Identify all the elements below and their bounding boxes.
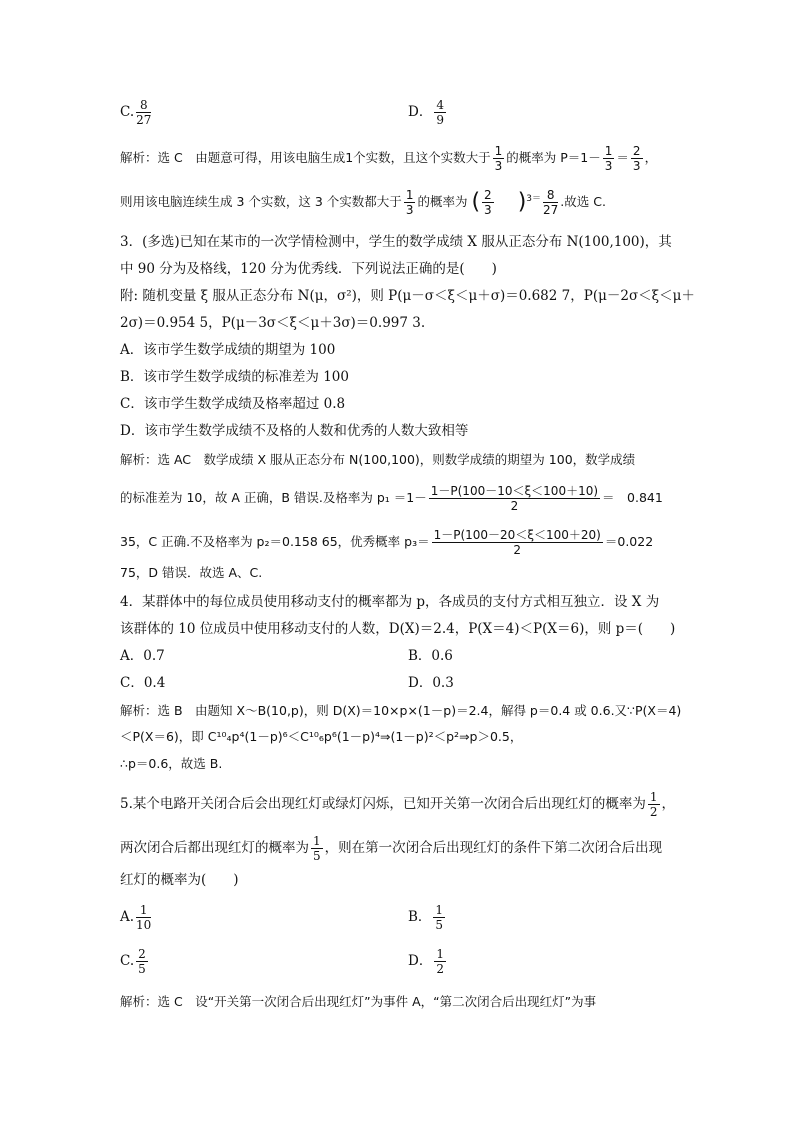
left-paren: ( (471, 189, 481, 215)
prev-solution-line-1: 解析：选 C 由题意可得，用该电脑生成1个实数，且这个实数大于 $\frac{1}{3}$ 的概率为 P＝1－ $\frac{1}{3}$ ＝ $\frac{2}{3}$ ， (120, 144, 658, 173)
prev-option-d: D． $\frac{4}{9}$ (408, 98, 444, 127)
fraction: $\frac{1}{10}$ (136, 903, 152, 932)
prev-option-c: C. $\frac{8}{27}$ (120, 98, 152, 127)
fraction: $\frac{1}{5}$ (435, 903, 444, 932)
q4-solution-line-1: 解析：选 B 由题知 X～B(10,p)，则 D(X)＝10×p×(1－p)＝2.4，解得 p＝0.4 或 0.6.又∵P(X＝4) (120, 703, 682, 718)
q4-option-a: A．0.7 (120, 648, 165, 664)
fraction: $\frac{2}{3}$ (632, 144, 641, 173)
q4-stem-line-1: 4．某群体中的每位成员使用移动支付的概率都为 p，各成员的支付方式相互独立．设 X 为 (120, 594, 660, 610)
q4-option-b: B．0.6 (408, 648, 453, 664)
fraction: $\frac{8}{27}$ (543, 188, 559, 217)
q5-option-b: B． $\frac{1}{5}$ (408, 903, 444, 932)
q5-solution-line-1: 解析：选 C 设“开关第一次闭合后出现红灯”为事件 A，“第二次闭合后出现红灯”为事 (120, 994, 597, 1009)
q3-stem-line-1: 3．(多选)已知在某市的一次学情检测中，学生的数学成绩 X 服从正态分布 N(100,100)，其 (120, 234, 672, 250)
q4-stem-line-2: 该群体的 10 位成员中使用移动支付的人数，D(X)＝2.4，P(X＝4)＜P(X＝6)，则 p＝( ) (120, 621, 676, 637)
q3-solution-line-3: 35，C 正确.不及格率为 p₂＝0.158 65，优秀概率 p₃＝ $\frac{1-P(100-20<\xi<100+20)}{2}$ ＝0.022 (120, 528, 654, 557)
fraction: $\frac{4}{9}$ (436, 98, 444, 127)
fraction: $\frac{1-P(100-20<\xi<100+20)}{2}$ (433, 528, 601, 557)
q3-option-a: A．该市学生数学成绩的期望为 100 (120, 342, 336, 358)
q3-solution-line-2: 的标准差为 10，故 A 正确，B 错误.及格率为 p₁ ＝1－ $\frac{1-P(100-10<\xi<100+10)}{2}$ ＝ 0.841 (120, 484, 663, 513)
q3-option-b: B．该市学生数学成绩的标准差为 100 (120, 369, 349, 385)
q3-appendix-line-2: 2σ)＝0.954 5，P(μ－3σ＜ξ＜μ＋3σ)＝0.997 3. (120, 315, 426, 331)
fraction: $\frac{1}{2}$ (649, 790, 658, 819)
q4-solution-line-3: ∴p＝0.6，故选 B. (120, 756, 223, 771)
q5-option-d: D． $\frac{1}{2}$ (408, 947, 444, 976)
q4-solution-line-2: ＜P(X＝6)，即 C¹⁰₄p⁴(1－p)⁶＜C¹⁰₆p⁶(1－p)⁴⇒(1－p)²＜p²⇒p＞0.5， (120, 729, 523, 744)
q5-option-a: A. $\frac{1}{10}$ (120, 903, 152, 932)
fraction: $\frac{2}{5}$ (138, 947, 146, 976)
q3-solution-line-1: 解析：选 AC 数学成绩 X 服从正态分布 N(100,100)，则数学成绩的期望为 100，数学成绩 (120, 452, 636, 467)
q4-option-d: D．0.3 (408, 675, 454, 691)
right-paren: ) (517, 189, 527, 215)
fraction: $\frac{1}{3}$ (405, 188, 414, 217)
q5-stem-line-2: 两次闭合后都出现红灯的概率为 $\frac{1}{5}$ ，则在第一次闭合后出现红灯的条件下第二次闭合后出现 (120, 834, 663, 863)
fraction: $\frac{1}{2}$ (436, 947, 444, 976)
fraction: $\frac{2}{3}$ (484, 188, 492, 217)
fraction: $\frac{1-P(100-10<\xi<100+10)}{2}$ (430, 484, 599, 513)
fraction: $\frac{1}{3}$ (494, 144, 503, 173)
prev-solution-line-2: 则用该电脑连续生成 3 个实数，这 3 个实数都大于 $\frac{1}{3}$ 的概率为 ( $\frac{2}{3}$ )$^{3=}$ $\frac{8}{27}$ .故选 C. (120, 188, 606, 217)
fraction: $\frac{8}{27}$ (136, 98, 152, 127)
q4-option-c: C．0.4 (120, 675, 166, 691)
fraction: $\frac{1}{3}$ (604, 144, 613, 173)
fraction: $\frac{1}{5}$ (313, 834, 321, 863)
q3-stem-line-2: 中 90 分为及格线，120 分为优秀线．下列说法正确的是( ) (120, 261, 497, 277)
q5-stem-line-3: 红灯的概率为( ) (120, 872, 239, 888)
q3-solution-line-4: 75，D 错误．故选 A、C. (120, 565, 263, 580)
q5-option-c: C. $\frac{2}{5}$ (120, 947, 146, 976)
q5-stem-line-1: 5.某个电路开关闭合后会出现红灯或绿灯闪烁，已知开关第一次闭合后出现红灯的概率为 $\frac{1}{2}$ ， (120, 790, 676, 819)
q3-appendix-line-1: 附: 随机变量 ξ 服从正态分布 N(μ，σ²)，则 P(μ－σ＜ξ＜μ＋σ)＝0.682 7，P(μ－2σ＜ξ＜μ＋ (120, 288, 695, 304)
q3-option-c: C．该市学生数学成绩及格率超过 0.8 (120, 396, 346, 412)
q3-option-d: D．该市学生数学成绩不及格的人数和优秀的人数大致相等 (120, 423, 469, 439)
